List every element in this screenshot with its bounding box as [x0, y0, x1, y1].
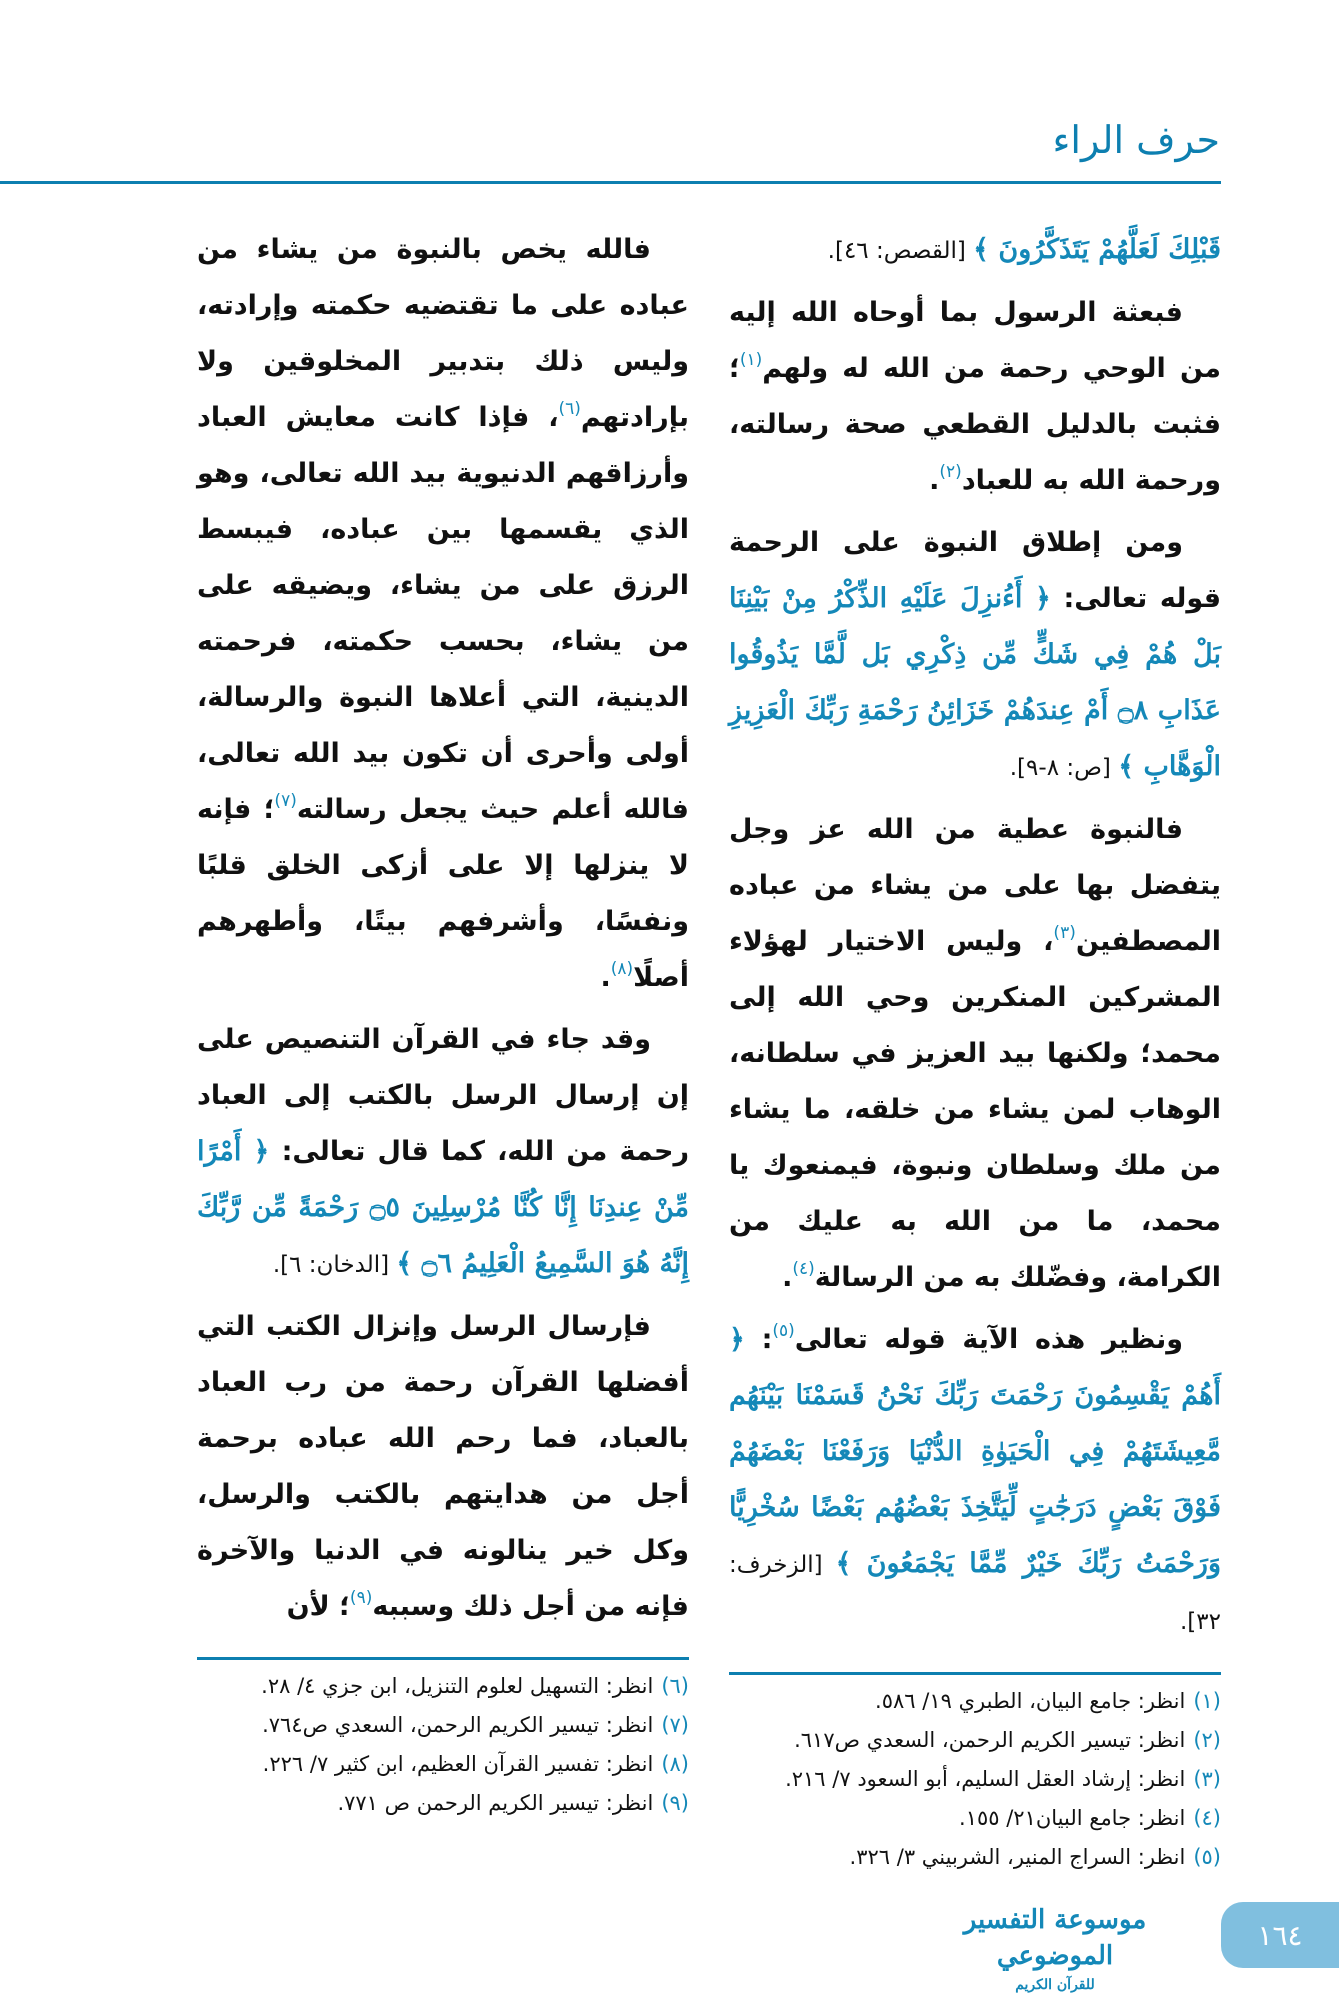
header-rule — [0, 181, 1221, 184]
footnote-text: انظر: تيسير الكريم الرحمن ص ٧٧١. — [337, 1791, 654, 1815]
footnote-reference[interactable]: (٧) — [274, 791, 297, 811]
footnote-reference[interactable]: (١) — [739, 350, 763, 370]
paragraph — [729, 222, 1221, 279]
footnote-reference[interactable]: (٣) — [1053, 923, 1076, 943]
footnote-reference[interactable]: (٦) — [558, 399, 581, 419]
paragraph — [729, 285, 1221, 509]
paragraph — [729, 1312, 1221, 1650]
quran-verse: ﴿ أَمْرًا مِّنْ عِندِنَا إِنَّا كُنَّا مُرْسِلِينَ ۝٥ رَحْمَةً مِّن رَّبِّكَ إِنَّهُ هُوَ السَّمِيعُ الْعَلِيمُ ۝٦ ﴾ — [197, 1136, 689, 1279]
body-text: فإرسال الرسل وإنزال الكتب التي أفضلها القرآن رحمة من رب العباد بالعباد، فما رحم الله عباده برحمة أجل من هدايتهم بالكتب والرسل، وكل خير ينالونه في الدنيا والآخرة فإنه من أجل ذلك وسببه — [197, 1311, 689, 1622]
footnote-number: (٩) — [661, 1791, 689, 1815]
footnote-text: انظر: إرشاد العقل السليم، أبو السعود ٧/ ٢١٦. — [785, 1767, 1186, 1791]
quran-verse: ﴿ أَءُنزِلَ عَلَيْهِ الذِّكْرُ مِنْ بَيْنِنَا بَلْ هُمْ فِي شَكٍّ مِّن ذِكْرِي بَل لَّمَّا يَذُوقُوا عَذَابِ ۝٨ أَمْ عِندَهُمْ خَزَائِنُ رَحْمَةِ رَبِّكَ الْعَزِيزِ الْوَهَّابِ ﴾ — [729, 583, 1221, 782]
footnote-divider-left — [197, 1657, 689, 1660]
footnote-number: (٥) — [1193, 1845, 1221, 1869]
logo-title: موسوعة التفسير الموضوعي — [963, 1905, 1147, 1971]
page-header — [0, 0, 1339, 186]
verse-citation: [القصص: ٤٦]. — [827, 238, 974, 264]
footnote — [729, 1722, 1221, 1758]
quran-verse: قَبْلِكَ لَعَلَّهُمْ يَتَذَكَّرُونَ ﴾ — [973, 234, 1221, 265]
logo-subtitle: للقرآن الكريم — [1015, 1977, 1095, 1993]
footnotes-left — [197, 1668, 689, 1824]
paragraph — [729, 515, 1221, 796]
left-column — [197, 222, 689, 1824]
footnote-number: (٧) — [661, 1713, 689, 1737]
footnote-reference[interactable]: (٥) — [772, 1321, 795, 1341]
footnote-text: انظر: جامع البيان٢١/ ١٥٥. — [959, 1806, 1186, 1830]
footnote — [729, 1683, 1221, 1719]
footnote-reference[interactable]: (٩) — [349, 1588, 373, 1608]
encyclopedia-logo — [930, 1902, 1180, 1996]
body-text: ومن إطلاق النبوة على الرحمة قوله تعالى: — [729, 527, 1221, 614]
body-text: ؛ لأن — [286, 1591, 350, 1622]
footnote-number: (٨) — [661, 1752, 689, 1776]
footnote-number: (٣) — [1193, 1767, 1221, 1791]
footnote-number: (١) — [1193, 1689, 1221, 1713]
footnote — [729, 1800, 1221, 1836]
quran-verse: ﴿ أَهُمْ يَقْسِمُونَ رَحْمَتَ رَبِّكَ نَحْنُ قَسَمْنَا بَيْنَهُم مَّعِيشَتَهُمْ فِي الْحَيَوٰةِ الدُّنْيَا وَرَفَعْنَا بَعْضَهُمْ فَوْقَ بَعْضٍ دَرَجَٰتٍ لِّيَتَّخِذَ بَعْضُهُم بَعْضًا سُخْرِيًّا وَرَحْمَتُ رَبِّكَ خَيْرٌ مِّمَّا يَجْمَعُونَ ﴾ — [729, 1324, 1222, 1579]
footnote — [729, 1839, 1221, 1875]
body-text: فالله يخص بالنبوة من يشاء من عباده على ما تقتضيه حكمته وإرادته، وليس ذلك بتدبير المخلوقين ولا بإرادتهم — [197, 234, 689, 433]
body-text: ونظير هذه الآية قوله تعالى — [794, 1324, 1184, 1355]
body-text: : — [744, 1324, 773, 1355]
body-text: وقد جاء في القرآن التنصيص على إن إرسال الرسل بالكتب إلى العباد رحمة من الله، كما قال تعالى: — [197, 1024, 689, 1167]
paragraph — [729, 802, 1221, 1306]
footnotes-right — [729, 1683, 1221, 1878]
footnote — [197, 1668, 689, 1704]
footnote — [197, 1785, 689, 1821]
footnote-number: (٤) — [1193, 1806, 1221, 1830]
footnote — [197, 1746, 689, 1782]
right-text-column — [729, 222, 1221, 1656]
footnote-text: انظر: تفسير القرآن العظيم، ابن كثير ٧/ ٢٢٦. — [262, 1752, 654, 1776]
footnote-reference[interactable]: (٤) — [792, 1259, 815, 1279]
verse-citation: [الزخرف: ٣٢]. — [729, 1552, 1221, 1635]
body-text: فالنبوة عطية من الله عز وجل يتفضل بها على من يشاء من عباده المصطفين — [729, 814, 1221, 957]
left-text-column — [197, 222, 689, 1641]
footnote-text: انظر: السراج المنير، الشربيني ٣/ ٣٢٦. — [849, 1845, 1186, 1869]
body-text: ، وليس الاختيار لهؤلاء المشركين المنكرين وحي الله إلى محمد؛ ولكنها بيد العزيز في سلطانه، الوهاب لمن يشاء من خلقه، ما يشاء من ملك وسلطان ونبوة، فيمنعوك يا محمد، ما من الله به عليك من الكرامة، وفضّلك به من الرسالة — [729, 926, 1221, 1293]
paragraph — [197, 1012, 689, 1293]
footnote-text: انظر: جامع البيان، الطبري ١٩/ ٥٨٦. — [875, 1689, 1186, 1713]
footnote-text: انظر: تيسير الكريم الرحمن، السعدي ص٧٦٤. — [262, 1713, 654, 1737]
footnote — [197, 1707, 689, 1743]
footnote — [729, 1761, 1221, 1797]
footnote-reference[interactable]: (٢) — [939, 462, 962, 482]
body-text: . — [600, 962, 611, 993]
footnote-divider-right — [729, 1672, 1221, 1675]
paragraph — [197, 1299, 689, 1635]
page-body — [0, 186, 1339, 1878]
chapter-title: حرف الراء — [1052, 118, 1220, 162]
body-text: ؛ فإنه لا ينزلها إلا على أزكى الخلق قلبًا ونفسًا، وأشرفهم بيتًا، وأطهرهم أصلًا — [197, 794, 689, 993]
right-column — [729, 222, 1221, 1878]
footnote-number: (٦) — [661, 1674, 689, 1698]
body-text: ، فإذا كانت معايش العباد وأرزاقهم الدنيوية بيد الله تعالى، وهو الذي يقسمها بين عباده، فيبسط الرزق على من يشاء، ويضيقه على من يشاء، بحسب حكمته، فرحمته الدينية، التي أعلاها النبوة والرسالة، أولى وأحرى أن تكون بيد الله تعالى، فالله أعلم حيث يجعل رسالته — [197, 402, 689, 825]
paragraph — [197, 222, 689, 1006]
footnote-number: (٢) — [1193, 1728, 1221, 1752]
verse-citation: [الدخان: ٦]. — [272, 1252, 397, 1278]
verse-citation: [ص: ٨-٩]. — [1009, 755, 1119, 781]
page-number: ١٦٤ — [1221, 1902, 1339, 1968]
footnote-reference[interactable]: (٨) — [610, 959, 634, 979]
footnote-text: انظر: تيسير الكريم الرحمن، السعدي ص٦١٧. — [794, 1728, 1186, 1752]
footnote-text: انظر: التسهيل لعلوم التنزيل، ابن جزي ٤/ ٢٨. — [261, 1674, 654, 1698]
body-text: ؛ فثبت بالدليل القطعي صحة رسالته، ورحمة الله به للعباد — [729, 353, 1221, 496]
body-text: . — [782, 1262, 793, 1293]
body-text: . — [929, 465, 940, 496]
body-text: فبعثة الرسول بما أوحاه الله إليه من الوحي رحمة من الله له ولهم — [729, 297, 1221, 384]
page-footer — [0, 1902, 1339, 2012]
